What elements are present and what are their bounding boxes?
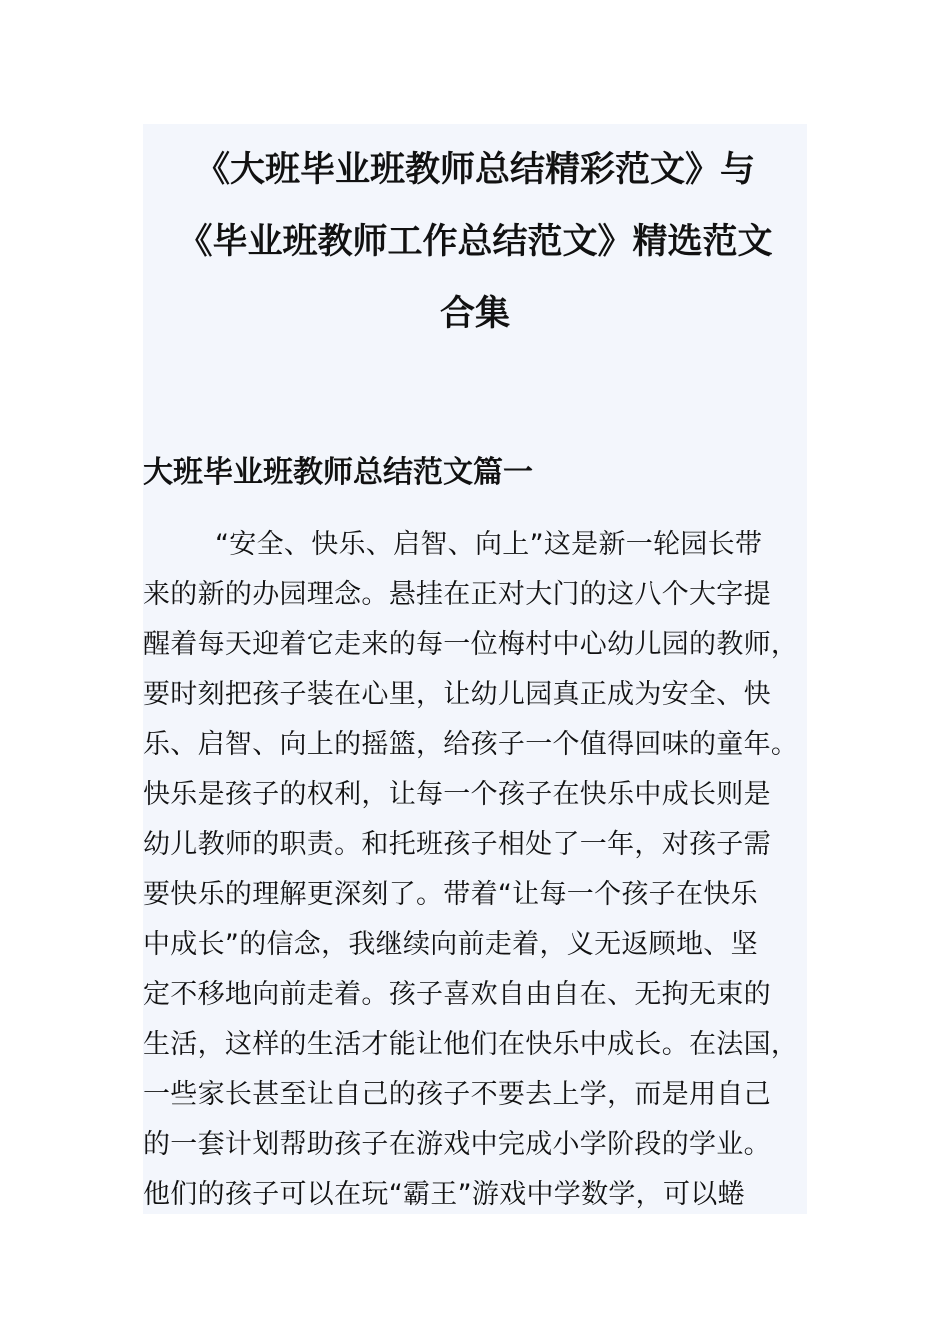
title-line-2: 《毕业班教师工作总结范文》精选范文 <box>177 222 773 262</box>
body-line: 快乐是孩子的权利，让每一个孩子在快乐中成长则是 <box>143 779 771 810</box>
body-line: 他们的孩子可以在玩“霸王”游戏中学数学，可以蜷 <box>143 1179 745 1210</box>
body-line: 幼儿教师的职责。和托班孩子相处了一年，对孩子需 <box>143 829 771 860</box>
title-line-3: 合集 <box>439 294 510 334</box>
body-paragraph <box>143 520 843 1220</box>
body-line: 醒着每天迎着它走来的每一位梅村中心幼儿园的教师， <box>143 629 799 660</box>
body-line: 要快乐的理解更深刻了。带着“让每一个孩子在快乐 <box>143 879 758 910</box>
section-heading: 大班毕业班教师总结范文篇一 <box>143 455 533 490</box>
body-line: “安全、快乐、启智、向上”这是新一轮园长带 <box>215 529 763 560</box>
title-line-1: 《大班毕业班教师总结精彩范文》与 <box>194 150 755 190</box>
document-title <box>143 134 807 350</box>
body-line: 要时刻把孩子装在心里，让幼儿园真正成为安全、快 <box>143 679 771 710</box>
body-line: 定不移地向前走着。孩子喜欢自由自在、无拘无束的 <box>143 979 771 1010</box>
body-line: 中成长”的信念，我继续向前走着，义无返顾地、坚 <box>143 929 758 960</box>
body-line: 的一套计划帮助孩子在游戏中完成小学阶段的学业。 <box>143 1129 771 1160</box>
body-line: 来的新的办园理念。悬挂在正对大门的这八个大字提 <box>143 579 771 610</box>
body-line: 一些家长甚至让自己的孩子不要去上学，而是用自己 <box>143 1079 771 1110</box>
body-line: 乐、启智、向上的摇篮，给孩子一个值得回味的童年。 <box>143 729 799 760</box>
body-line: 生活，这样的生活才能让他们在快乐中成长。在法国， <box>143 1029 799 1060</box>
